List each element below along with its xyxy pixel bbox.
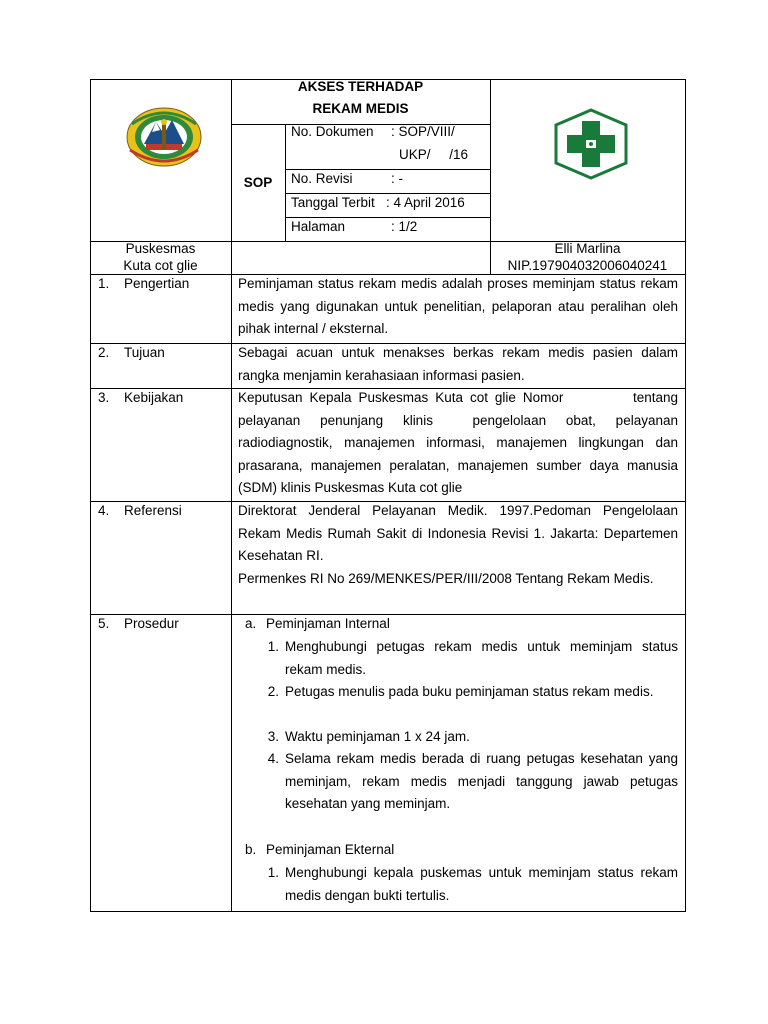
section-number: 4. bbox=[98, 503, 110, 518]
prosedur-a-marker: a. bbox=[245, 616, 257, 631]
puskesmas-logo bbox=[553, 107, 629, 181]
tanggal-terbit-value: : 4 April 2016 bbox=[386, 195, 465, 210]
list-item-number: 4. bbox=[267, 751, 279, 766]
emblem-icon bbox=[124, 106, 204, 168]
halaman-label: Halaman bbox=[291, 219, 346, 234]
sop-label: SOP bbox=[243, 175, 273, 190]
section-text: Sebagai acuan untuk menakses berkas rekam medis pasien dalam rangka menjamin kerahasiaan informasi pasien. bbox=[238, 345, 678, 383]
section-text: Direktorat Jenderal Pelayanan Medik. 1997.Pedoman Pengelolaan Rekam Medis Rumah Sakit di Indonesia Revisi 1. Jakarta: Departemen Kesehatan RI. bbox=[238, 503, 678, 563]
halaman-value: : 1/2 bbox=[391, 219, 418, 234]
section-label: Referensi bbox=[124, 503, 182, 518]
section-label: Kebijakan bbox=[124, 390, 184, 405]
revisi-label: No. Revisi bbox=[291, 171, 353, 186]
section-text: Peminjaman status rekam medis adalah proses meminjam status rekam medis yang digunakan untuk penelitian, pelaporan atau peralihan oleh pihak internal / eksternal. bbox=[238, 276, 678, 336]
puskesmas-name-line2: Kuta cot glie bbox=[123, 258, 198, 273]
prosedur-b-title: Peminjaman Ekternal bbox=[266, 842, 395, 857]
puskesmas-name-line1: Puskesmas bbox=[125, 241, 196, 256]
section-number: 3. bbox=[98, 390, 110, 405]
doc-no-value-1: : SOP/VIII/ bbox=[391, 124, 455, 139]
section-number: 1. bbox=[98, 276, 110, 291]
list-item: Menghubungi petugas rekam medis untuk meminjam status rekam medis. bbox=[285, 639, 678, 677]
signer-name: Elli Marlina bbox=[554, 241, 621, 256]
section-number: 5. bbox=[98, 616, 110, 631]
prosedur-a-title: Peminjaman Internal bbox=[266, 616, 390, 631]
section-label: Tujuan bbox=[124, 345, 165, 360]
list-item: Petugas menulis pada buku peminjaman status rekam medis. bbox=[285, 684, 654, 699]
signer-nip: NIP.197904032006040241 bbox=[507, 258, 668, 273]
document-title-line2: REKAM MEDIS bbox=[312, 101, 409, 116]
list-item-number: 1. bbox=[267, 639, 279, 654]
list-item: Waktu peminjaman 1 x 24 jam. bbox=[285, 729, 470, 744]
section-label: Pengertian bbox=[124, 276, 190, 291]
list-item-number: 1. bbox=[267, 865, 279, 880]
list-item: Selama rekam medis berada di ruang petugas kesehatan yang meminjam, rekam medis menjadi tanggung jawab petugas kesehatan yang meminjam. bbox=[285, 751, 678, 811]
document-title-line1: AKSES TERHADAP bbox=[297, 79, 424, 94]
section-number: 2. bbox=[98, 345, 110, 360]
revisi-value: : - bbox=[391, 171, 403, 186]
tanggal-terbit-label: Tanggal Terbit bbox=[291, 195, 375, 210]
section-text-2: Permenkes RI No 269/MENKES/PER/III/2008 Tentang Rekam Medis. bbox=[238, 571, 654, 586]
doc-no-value-2: UKP/ /16 bbox=[399, 147, 469, 162]
list-item: Menghubungi kepala puskemas untuk meminjam status rekam medis dengan bukti tertulis. bbox=[285, 865, 678, 903]
section-text: Keputusan Kepala Puskesmas Kuta cot glie Nomor tentang pelayanan penunjang klinis pengelolaan obat, pelayanan radiodiagnostik, manajemen informasi, manajemen lingkungan dan prasarana, manajemen peralatan, manajemen sumber daya manusia (SDM) klinis Puskesmas Kuta cot glie bbox=[238, 390, 682, 495]
list-item-number: 2. bbox=[267, 684, 279, 699]
regional-emblem-logo bbox=[124, 106, 204, 168]
prosedur-b-marker: b. bbox=[245, 842, 257, 857]
doc-no-label: No. Dokumen bbox=[291, 124, 374, 139]
list-item-number: 3. bbox=[267, 729, 279, 744]
section-label: Prosedur bbox=[124, 616, 179, 631]
green-cross-icon bbox=[553, 107, 629, 181]
